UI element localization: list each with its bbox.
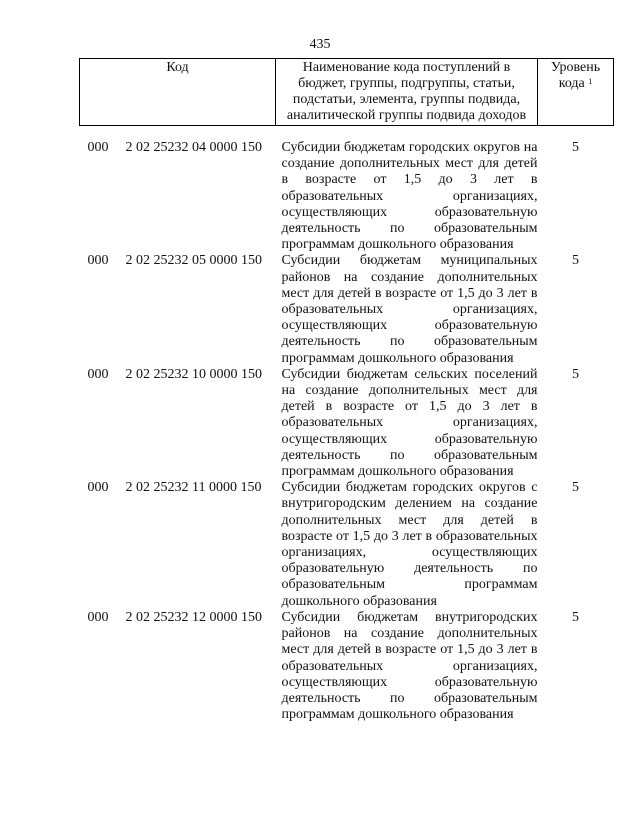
admin-code: 000 bbox=[87, 609, 109, 625]
page-number: 435 bbox=[309, 37, 331, 52]
admin-code: 000 bbox=[87, 253, 109, 269]
code-level: 5 bbox=[572, 140, 579, 155]
revenue-code: 2 02 25232 04 0000 150 bbox=[125, 140, 262, 155]
code-cell bbox=[80, 480, 276, 610]
table-body bbox=[80, 126, 614, 724]
footnote-marker: 1 bbox=[588, 77, 593, 86]
table-row bbox=[80, 480, 614, 610]
table-row bbox=[80, 367, 614, 480]
header-level bbox=[538, 59, 614, 126]
code-level: 5 bbox=[572, 480, 579, 496]
code-level: 5 bbox=[572, 366, 579, 382]
table-header-row bbox=[80, 59, 614, 126]
header-level-label: Уровень кода bbox=[550, 60, 601, 91]
revenue-code: 2 02 25232 05 0000 150 bbox=[125, 253, 262, 269]
admin-code: 000 bbox=[87, 480, 109, 496]
revenue-codes-table bbox=[79, 58, 614, 723]
revenue-code: 2 02 25232 12 0000 150 bbox=[125, 609, 262, 625]
revenue-code: 2 02 25232 11 0000 150 bbox=[125, 480, 262, 496]
table-row bbox=[80, 140, 614, 253]
code-cell bbox=[80, 610, 276, 723]
revenue-code: 2 02 25232 10 0000 150 bbox=[125, 366, 262, 382]
table-row bbox=[80, 253, 614, 366]
revenue-name: Субсидии бюджетам сельских поселений на создание дополнительных мест для детей в возрасте от 1,5 до 3 лет в образовательных организациях, осуществляющих образовательную деятельность по образовательным программам дошкольного образования bbox=[281, 366, 538, 480]
code-cell bbox=[80, 140, 276, 253]
revenue-name: Субсидии бюджетам городских округов с внутригородским делением на создание дополнительных мест для детей в возрасте от 1,5 до 3 лет в образовательных организациях, осуществляющих образовательную деятельность по образовательным программам дошкольного образования bbox=[281, 480, 538, 609]
revenue-name: Субсидии бюджетам внутригородских районов на создание дополнительных мест для детей в возрасте от 1,5 до 3 лет в образовательных организациях, осуществляющих образовательную деятельность по образовательным программам дошкольного образования bbox=[281, 609, 538, 723]
revenue-name: Субсидии бюджетам муниципальных районов на создание дополнительных мест для детей в возрасте от 1,5 до 3 лет в образовательных организациях, осуществляющих образовательную деятельность по образовательным программам дошкольного образования bbox=[281, 253, 538, 366]
code-level: 5 bbox=[572, 253, 579, 269]
admin-code: 000 bbox=[87, 140, 109, 155]
header-name: Наименование кода поступлений в бюджет, группы, подгруппы, статьи, подстатьи, элемента, группы подвида, аналитической группы подвида доходов bbox=[276, 59, 538, 126]
code-level: 5 bbox=[572, 609, 579, 625]
revenue-name: Субсидии бюджетам городских округов на создание дополнительных мест для детей в возрасте от 1,5 до 3 лет в образовательных организациях, осуществляющих образовательную деятельность по образовательным программам дошкольного образования bbox=[281, 140, 538, 253]
admin-code: 000 bbox=[87, 366, 109, 382]
header-code: Код bbox=[80, 59, 276, 126]
code-cell bbox=[80, 253, 276, 366]
table-row bbox=[80, 610, 614, 723]
code-cell bbox=[80, 367, 276, 480]
